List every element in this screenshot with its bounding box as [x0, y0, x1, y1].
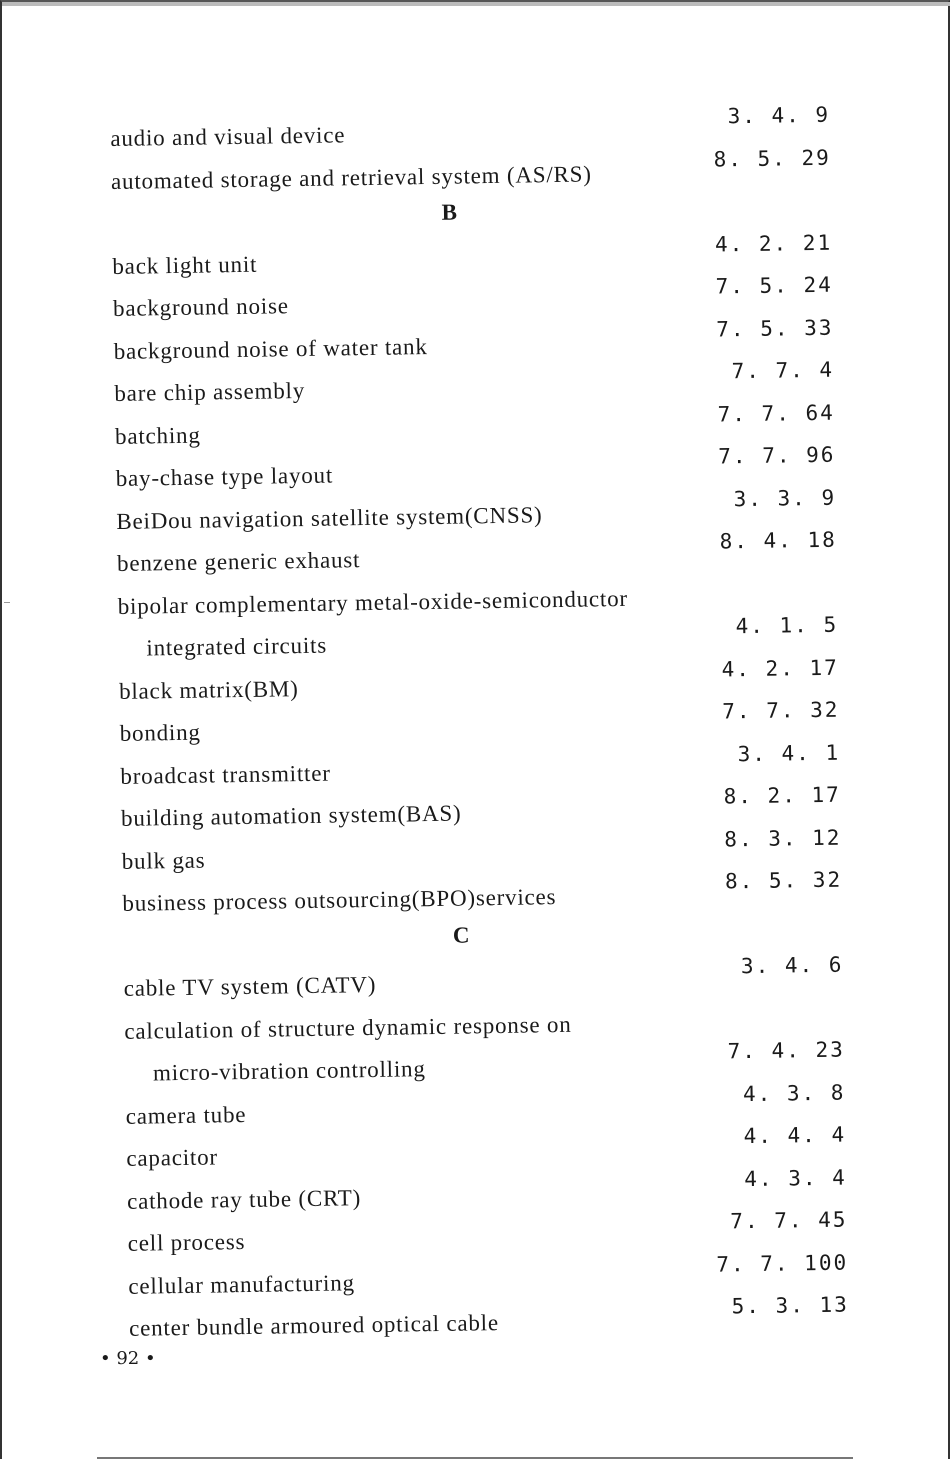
index-code: 4. 3. 8	[742, 1080, 846, 1106]
index-code: 7. 7. 32	[722, 697, 840, 724]
index-term: building automation system(BAS)	[120, 800, 462, 831]
index-term: bare chip assembly	[114, 377, 306, 406]
index-list	[110, 102, 889, 1346]
section-letter-text: B	[441, 199, 458, 225]
index-code: 7. 7. 64	[717, 400, 835, 426]
index-term: automated storage and retrieval system (AS/RS)	[110, 160, 592, 194]
index-term: integrated circuits	[146, 632, 328, 661]
index-code: 3. 4. 6	[740, 952, 844, 979]
page-number: • 92 •	[100, 1348, 156, 1369]
index-term: cell process	[127, 1229, 246, 1256]
index-code: 5. 3. 13	[731, 1292, 849, 1319]
index-code: 4. 2. 21	[714, 230, 833, 257]
index-code: 7. 7. 96	[718, 442, 836, 469]
index-term: black matrix(BM)	[118, 675, 299, 704]
index-term: bonding	[119, 719, 201, 746]
index-code: 4. 3. 4	[744, 1165, 847, 1191]
index-term: back light unit	[112, 251, 258, 279]
section-letter-text: C	[452, 921, 470, 948]
index-code: 8. 4. 18	[719, 527, 837, 554]
margin-mark	[4, 602, 10, 603]
index-term: bulk gas	[121, 847, 206, 874]
index-code: 8. 2. 17	[723, 782, 841, 809]
index-code: 8. 5. 29	[713, 145, 831, 172]
index-term: cable TV system (CATV)	[123, 971, 377, 1001]
index-code: 7. 5. 24	[715, 272, 833, 299]
index-term: center bundle armoured optical cable	[128, 1310, 500, 1341]
index-code: 4. 4. 4	[743, 1122, 847, 1149]
index-code: 7. 7. 100	[716, 1250, 849, 1277]
index-term: camera tube	[125, 1101, 247, 1129]
index-code: 7. 5. 33	[716, 315, 834, 342]
index-term: bay-chase type layout	[115, 462, 334, 491]
index-term: cathode ray tube (CRT)	[126, 1184, 362, 1214]
index-term: BeiDou navigation satellite system(CNSS)	[116, 501, 543, 534]
index-code: 8. 3. 12	[724, 825, 842, 851]
index-term: business process outsourcing(BPO)services	[122, 884, 557, 916]
index-code: 4. 1. 5	[735, 612, 839, 639]
index-term: audio and visual device	[110, 122, 346, 151]
index-code: 3. 4. 1	[737, 740, 841, 766]
index-code: 4. 2. 17	[721, 655, 839, 681]
index-term: benzene generic exhaust	[116, 547, 361, 576]
index-term: cellular manufacturing	[128, 1269, 355, 1299]
index-term: background noise	[112, 293, 289, 321]
index-code: 8. 5. 32	[724, 867, 843, 894]
index-term: capacitor	[126, 1144, 219, 1171]
page-top-edge	[2, 2, 950, 6]
index-code: 7. 4. 23	[727, 1037, 845, 1064]
index-code: 7. 7. 45	[730, 1207, 848, 1234]
index-term: calculation of structure dynamic response on	[124, 1011, 572, 1044]
index-term: micro-vibration controlling	[152, 1056, 426, 1086]
index-term: batching	[114, 422, 201, 449]
index-term: bipolar complementary metal-oxide-semiconductor	[117, 585, 629, 619]
index-code: 7. 7. 4	[731, 357, 835, 384]
index-term: background noise of water tank	[113, 333, 428, 364]
index-code: 3. 3. 9	[733, 485, 837, 511]
index-code: 3. 4. 9	[727, 102, 831, 129]
index-term: broadcast transmitter	[120, 760, 331, 789]
